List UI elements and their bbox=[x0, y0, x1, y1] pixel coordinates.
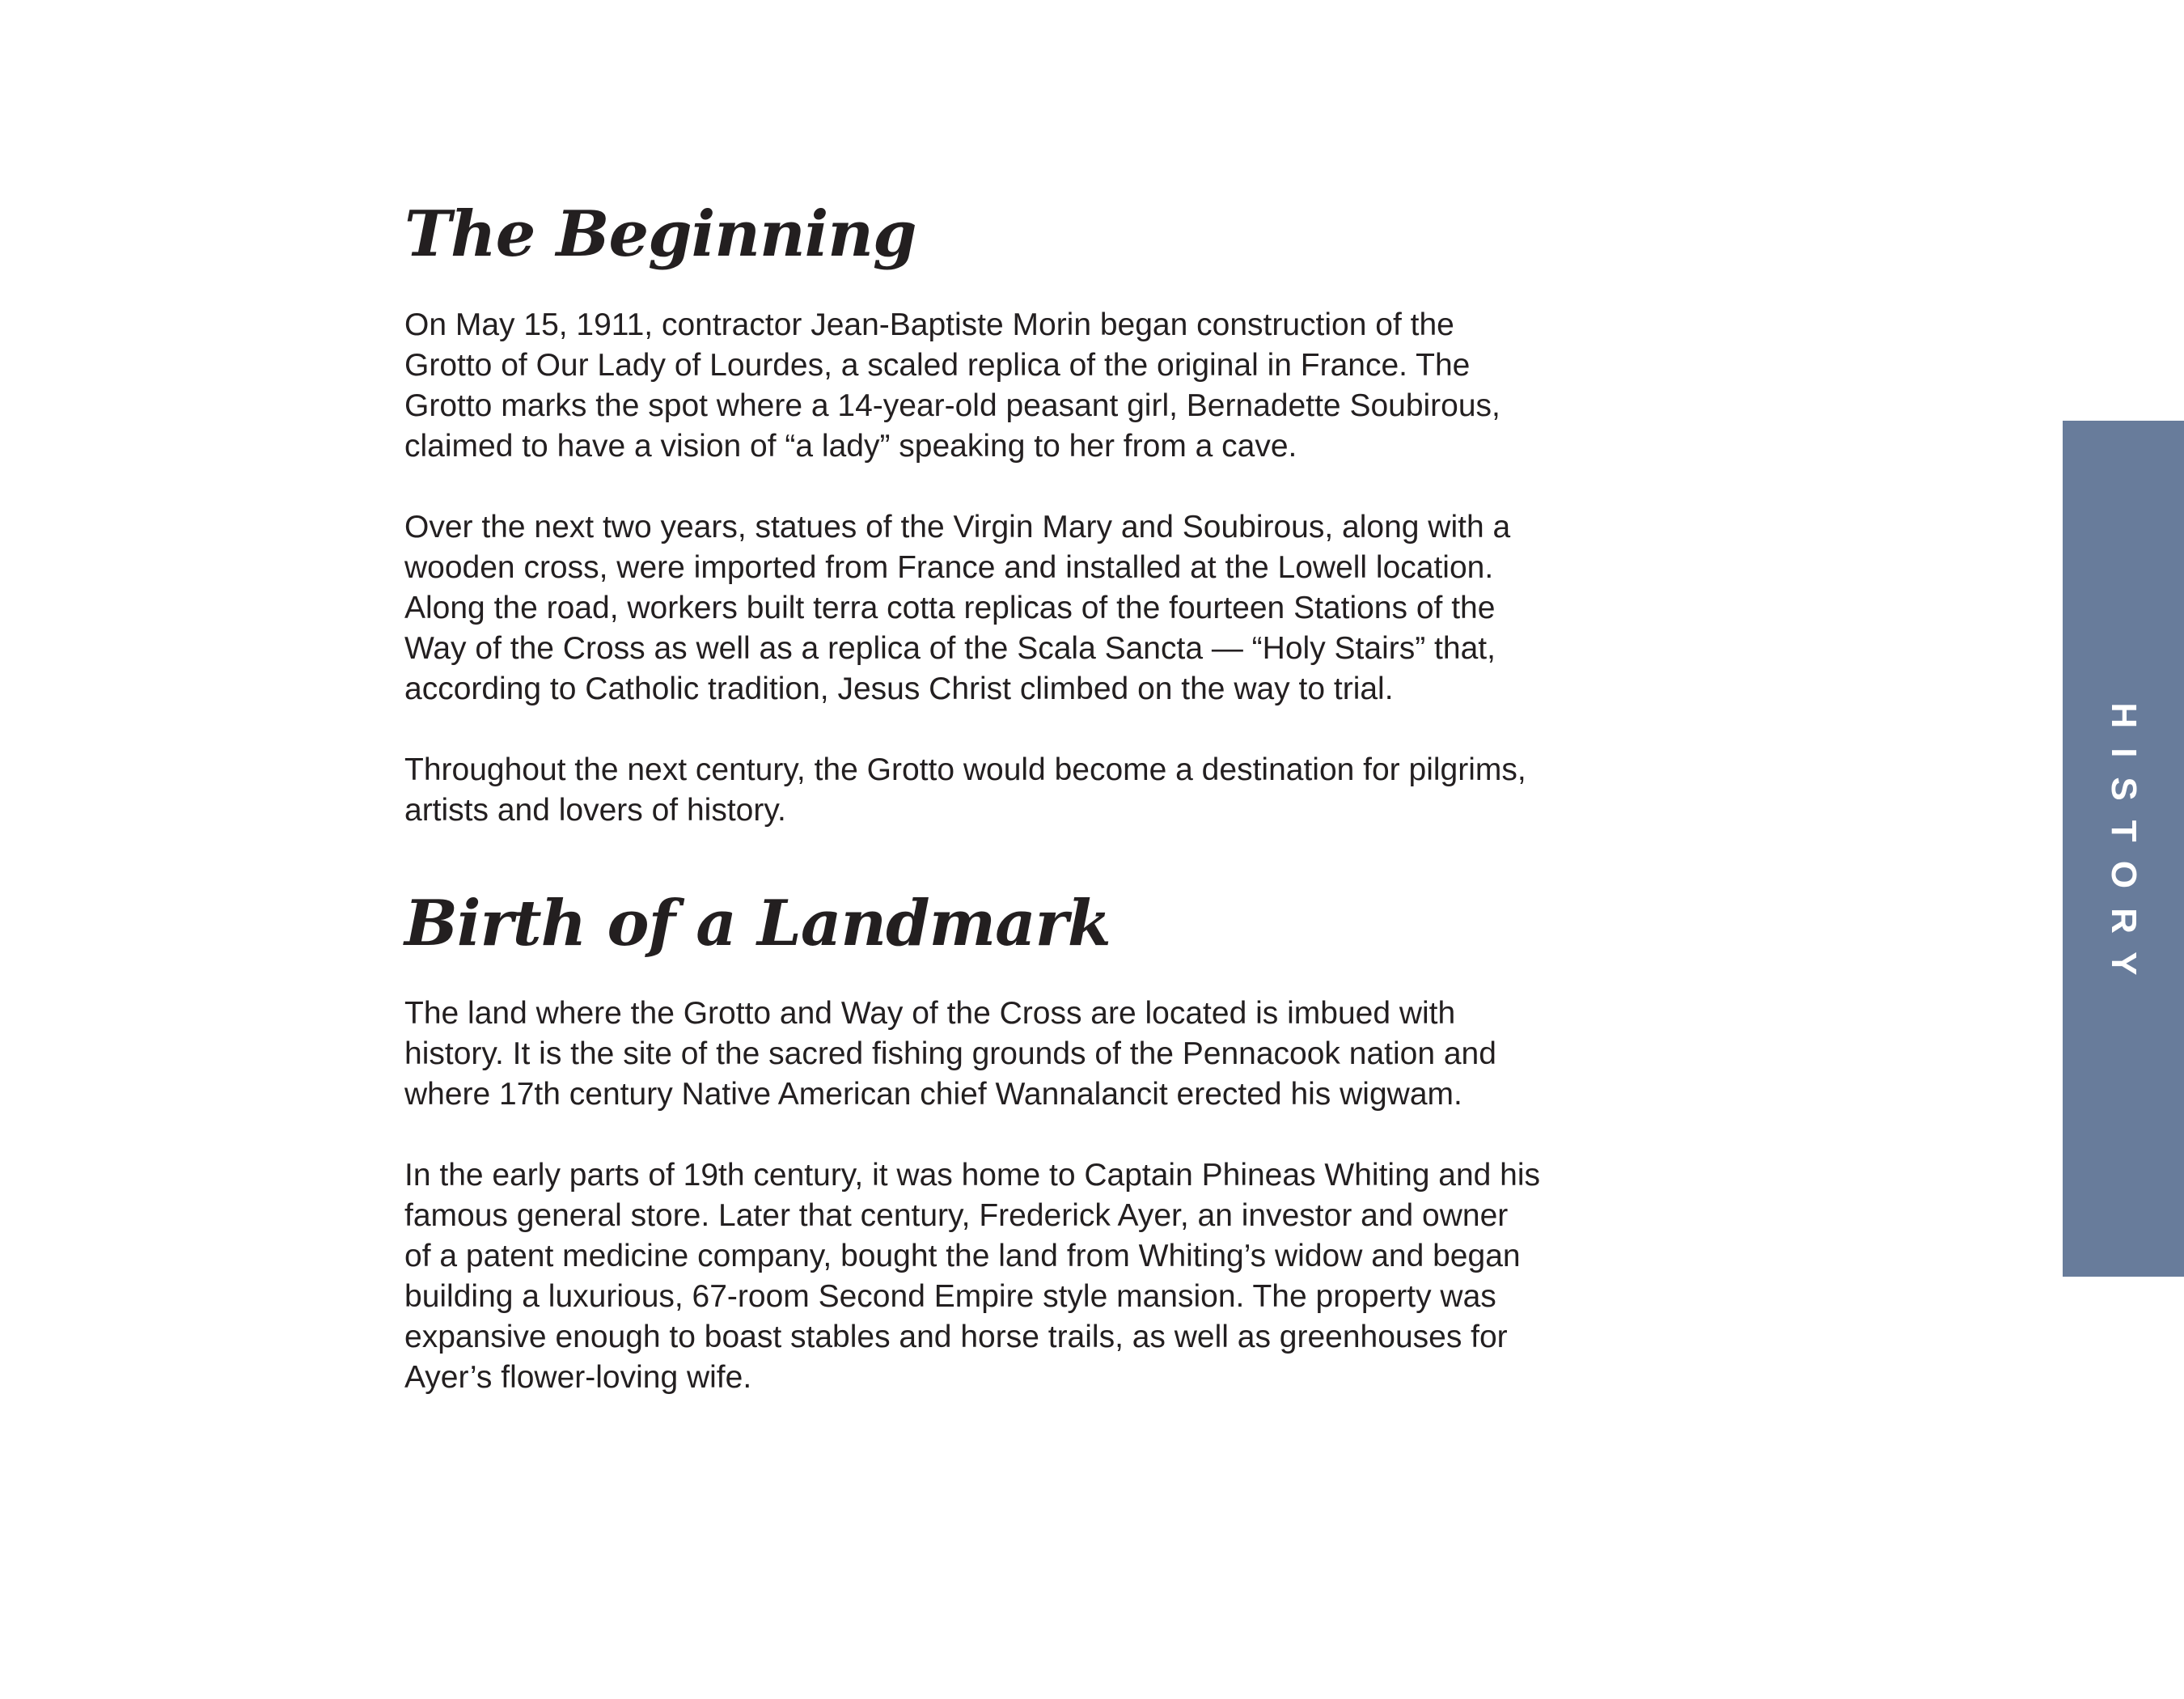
paragraph: Throughout the next century, the Grotto would become a destination for pilgrims, artists and lovers of history. bbox=[404, 752, 1526, 828]
section-heading-the-beginning: The Beginning bbox=[404, 197, 916, 271]
paragraph: Over the next two years, statues of the Virgin Mary and Soubirous, along with a wooden cross, were imported from France and installed at the Lowell location. Along the road, workers built terra cotta replicas of the fourteen Stations of the Way of the Cross as well as a replica of the Scala Sancta — “Holy Stairs” that, according to Catholic tradition, Jesus Christ climbed on the way to trial. bbox=[404, 509, 1511, 706]
section-heading-birth-of-a-landmark: Birth of a Landmark bbox=[404, 886, 1111, 960]
main-content bbox=[404, 198, 1634, 1398]
history-side-tab bbox=[2063, 421, 2184, 1277]
side-tab-label: HISTORY bbox=[2104, 702, 2144, 995]
paragraph: The land where the Grotto and Way of the Cross are located is imbued with history. It is the site of the sacred fishing grounds of the Pennacook nation and where 17th century Native American chief Wannalancit erected his wigwam. bbox=[404, 996, 1496, 1112]
paragraph: On May 15, 1911, contractor Jean-Baptiste Morin began construction of the Grotto of Our Lady of Lourdes, a scaled replica of the original in France. The Grotto marks the spot where a 14-year-old peasant girl, Bernadette Soubirous, claimed to have a vision of “a lady” speaking to her from a cave. bbox=[404, 307, 1500, 464]
paragraph: In the early parts of 19th century, it was home to Captain Phineas Whiting and his famous general store. Later that century, Frederick Ayer, an investor and owner of a patent medicine company, bought the land from Whiting’s widow and began building a luxurious, 67-room Second Empire style mansion. The property was expansive enough to boast stables and horse trails, as well as greenhouses for Ayer’s flower-loving wife. bbox=[404, 1158, 1541, 1396]
